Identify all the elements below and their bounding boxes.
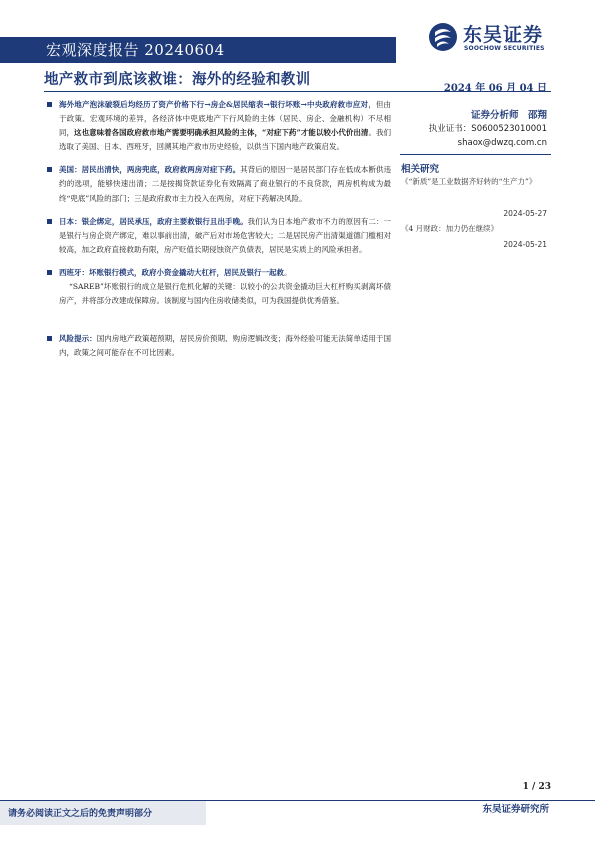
summary-paragraph	[47, 98, 391, 154]
paragraph-emphasis: 这也意味着各国政府救市地产需要明确承担风险的主体，“对症下药”才能以较小代价出清	[74, 128, 369, 138]
paragraph-text: 国内房地产政策超预期，居民房价预期、购房逻辑改变；海外经验可能无法简单适用于国内，政策之间可能存在不可比因素。	[59, 334, 391, 358]
logo-english-name: SOOCHOW SECURITIES	[464, 45, 545, 52]
logo-chinese-name: 东吴证券	[463, 24, 544, 46]
bullet-square-icon	[47, 270, 52, 275]
page-number: 1 / 23	[522, 782, 551, 792]
related-item-date: 2024-05-27	[503, 209, 547, 218]
sidebar-divider	[400, 154, 551, 155]
related-item-title[interactable]: 《4 月财政：加力仍在继续》	[401, 224, 499, 233]
analyst-email[interactable]: shaox@dwzq.com.cn	[457, 138, 547, 148]
bullet-square-icon	[47, 167, 52, 172]
analyst-heading: 证券分析师 邵翔	[470, 110, 547, 121]
paragraph-lead: 日本：银企绑定，居民承压，政府主要救银行且出手晚。	[59, 216, 248, 226]
footer-company-name: 东吴证券研究所	[482, 804, 549, 815]
paragraph-lead: 海外地产泡沫破裂后均经历了资产价格下行→房企&居民缩表→银行坏账→中央政府救市应对	[59, 100, 369, 109]
report-type-label: 宏观深度报告 20240604	[46, 41, 225, 59]
company-logo	[428, 22, 554, 54]
risk-warning-paragraph	[47, 332, 391, 360]
summary-paragraph	[47, 266, 391, 308]
bullet-square-icon	[47, 219, 52, 224]
bullet-square-icon	[47, 336, 52, 341]
paragraph-lead: 西班牙：坏账银行模式，政府小资金撬动大杠杆，居民及银行一起救	[59, 267, 284, 277]
related-item-date: 2024-05-21	[503, 240, 547, 249]
summary-paragraph	[47, 215, 391, 257]
paragraph-subtext: “SAREB”坏账银行的成立是银行危机化解的关键：以较小的公共资金撬动巨大杠杆购买剥离坏债房产，并将部分改建成保障房。该制度与国内住房收储类似，可为我国提供优秀借鉴。	[59, 282, 391, 306]
disclaimer-note[interactable]: 请务必阅读正文之后的免责声明部分	[8, 809, 153, 819]
summary-paragraph	[47, 163, 391, 205]
paragraph-text: 我们认为日本地产救市不力的原因有二：一是银行与房企资产绑定，难以事前出清，破产后对市场危害较大；二是居民房产出清渠道德门槛相对较高，加之政府直接救助有限，房产贬值长期侵蚀资产负债表，居民是实质上的风险承担者。	[59, 216, 392, 254]
paragraph-text: 。	[284, 267, 292, 277]
paragraph-text: ，但由于政策、宏观环境的差异，各经济体中兜底地产下行风险的主体（居民、房企、金融机构）不尽相同，	[59, 100, 391, 138]
related-item-title[interactable]: 《“新质”是工业数据齐好转的“生产力”》	[401, 177, 537, 186]
paragraph-lead: 风险提示：	[59, 334, 97, 344]
paragraph-text: 。我们选取了美国、日本、西班牙，回溯其地产救市历史经验，以供当下国内地产政策启发。	[59, 128, 392, 152]
report-date: 2024 年 06 月 04 日	[443, 83, 547, 94]
report-title: 地产救市到底该救谁：海外的经验和教训	[44, 71, 311, 88]
related-research-heading: 相关研究	[401, 164, 440, 175]
paragraph-lead: 美国：居民出清快，两房兜底，政府救两房对症下药。	[59, 165, 241, 175]
logo-mark-icon	[428, 22, 458, 52]
bullet-square-icon	[47, 102, 52, 107]
analyst-license: 执业证书：S0600523010001	[428, 124, 547, 134]
paragraph-text: 其背后的原因一是居民部门存在低成本断供违约的选项，能够快速出清；二是按揭贷款证券化有效隔离了商业银行的不良贷款，两房机构成为最终“兜底”风险的部门；三是政府救市主力投入在两房，对症下药解决风险。	[59, 165, 392, 203]
summary-section	[47, 98, 391, 369]
